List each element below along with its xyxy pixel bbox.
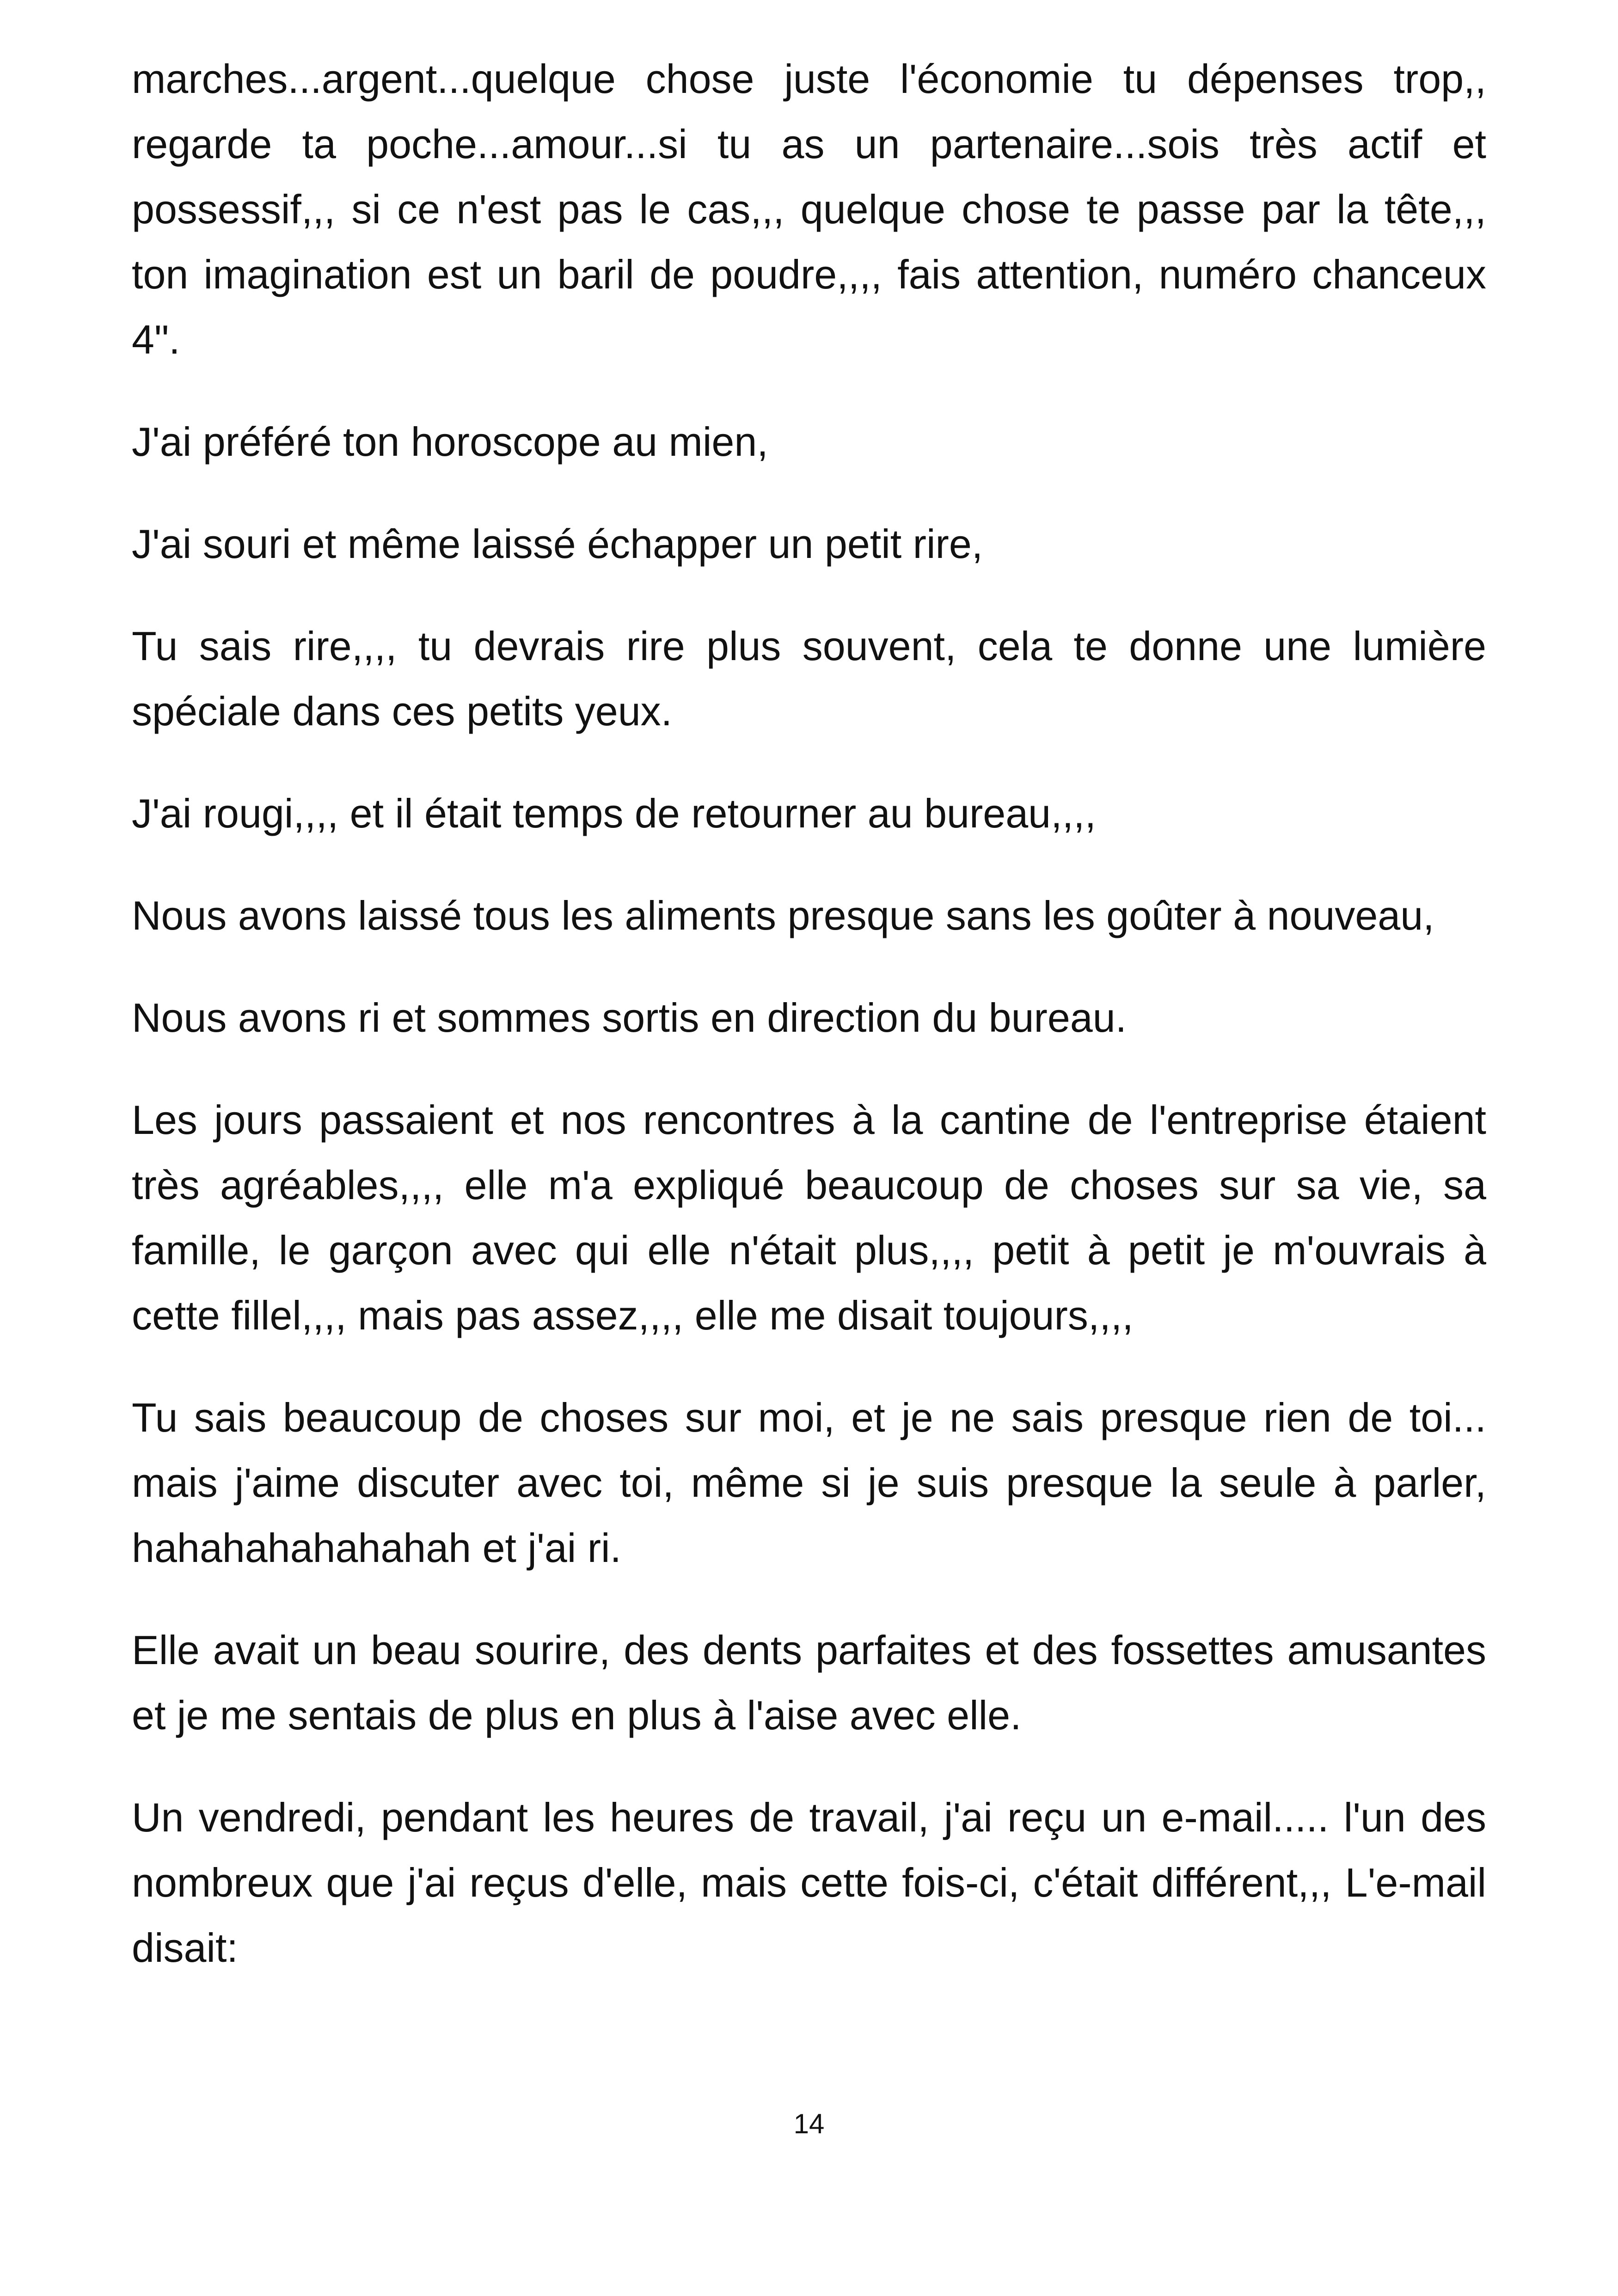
body-text xyxy=(132,46,1486,1980)
paragraph-2: J'ai préféré ton horoscope au mien, xyxy=(132,419,768,465)
paragraph-10: Elle avait un beau sourire, des dents parfaites et des fossettes amusantes et je me sentais de plus en plus à l'aise avec elle. xyxy=(132,1627,1486,1738)
paragraph-4: Tu sais rire,,,, tu devrais rire plus souvent, cela te donne une lumière spéciale dans ces petits yeux. xyxy=(132,623,1486,734)
paragraph-3: J'ai souri et même laissé échapper un petit rire, xyxy=(132,521,983,567)
paragraph-1: marches...argent...quelque chose juste l'économie tu dépenses trop,, regarde ta poche...amour...si tu as un partenaire...sois très actif et possessif,,, si ce n'est pas le cas,,, quelque chose te passe par la tête,,, ton imagination est un baril de poudre,,,, fais attention, numéro chanceux 4". xyxy=(132,56,1486,362)
paragraph-6: Nous avons laissé tous les aliments presque sans les goûter à nouveau, xyxy=(132,893,1434,938)
paragraph-5: J'ai rougi,,,, et il était temps de retourner au bureau,,,, xyxy=(132,790,1096,836)
page-number: 14 xyxy=(793,2108,825,2139)
paragraph-7: Nous avons ri et sommes sortis en direction du bureau. xyxy=(132,995,1127,1041)
paragraph-9: Tu sais beaucoup de choses sur moi, et je ne sais presque rien de toi... mais j'aime discuter avec toi, même si je suis presque la seule à parler, hahahahahahahah et j'ai ri. xyxy=(132,1395,1486,1571)
paragraph-8: Les jours passaient et nos rencontres à la cantine de l'entreprise étaient très agréables,,,, elle m'a expliqué beaucoup de choses sur sa vie, sa famille, le garçon avec qui elle n'était plus,,,, petit à petit je m'ouvrais à cette fillel,,,, mais pas assez,,,, elle me disait toujours,,,, xyxy=(132,1097,1486,1338)
paragraph-11: Un vendredi, pendant les heures de travail, j'ai reçu un e-mail..... l'un des nombreux que j'ai reçus d'elle, mais cette fois-ci, c'était différent,,, L'e-mail disait: xyxy=(132,1794,1486,1971)
